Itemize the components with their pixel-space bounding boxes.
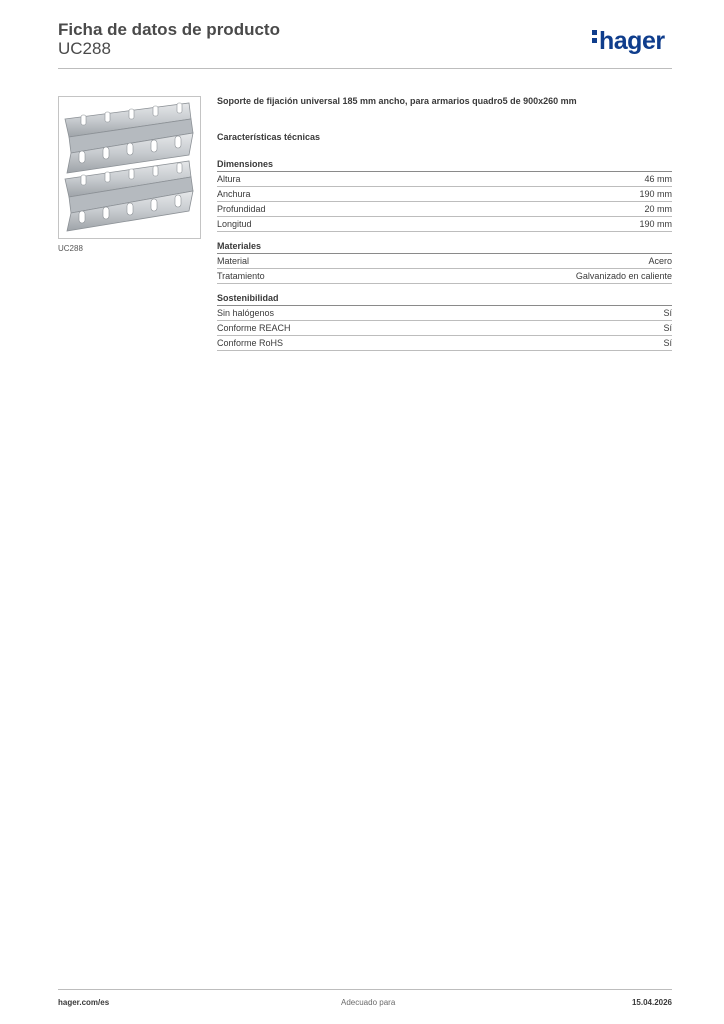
table-row [217, 306, 672, 321]
group-materials [217, 241, 672, 284]
table-row [217, 172, 672, 187]
footer-suitable-for: Adecuado para [341, 998, 396, 1007]
row-label: Profundidad [217, 204, 266, 214]
group-dimensions [217, 159, 672, 232]
footer-divider [58, 989, 672, 990]
table-row [217, 336, 672, 351]
row-value: Sí [663, 338, 672, 348]
table-row [217, 217, 672, 232]
section-title: Características técnicas [217, 132, 321, 142]
row-label: Conforme RoHS [217, 338, 284, 348]
row-label: Altura [217, 174, 241, 184]
mounting-rail-icon [59, 97, 200, 238]
table-row [217, 321, 672, 336]
product-code: UC288 [58, 39, 111, 58]
row-label: Sin halógenos [217, 308, 275, 318]
table-row [217, 254, 672, 269]
row-value: 46 mm [644, 174, 672, 184]
group-sustainability [217, 293, 672, 351]
row-value: Acero [648, 256, 672, 266]
row-label: Anchura [217, 189, 251, 199]
row-value: 190 mm [639, 219, 672, 229]
product-details [217, 96, 672, 360]
table-row [217, 202, 672, 217]
logo-text: hager [599, 27, 665, 55]
product-description: Soporte de fijación universal 185 mm ancho, para armarios quadro5 de 900x260 mm [217, 96, 577, 106]
footer-date: 15.04.2026 [631, 998, 672, 1007]
row-value: Galvanizado en caliente [575, 271, 672, 281]
row-value: 20 mm [644, 204, 672, 214]
page-title: Ficha de datos de producto [58, 20, 280, 39]
product-image [58, 96, 201, 239]
group-title: Dimensiones [217, 159, 672, 172]
row-label: Longitud [217, 219, 252, 229]
hager-logo [592, 27, 665, 56]
row-value: 190 mm [639, 189, 672, 199]
row-value: Sí [663, 308, 672, 318]
header-divider [58, 68, 672, 69]
image-caption: UC288 [58, 244, 83, 253]
footer-website-link[interactable]: hager.com/es [58, 998, 110, 1007]
table-row [217, 187, 672, 202]
row-label: Tratamiento [217, 271, 265, 281]
table-row [217, 269, 672, 284]
group-title: Sostenibilidad [217, 293, 672, 306]
logo-dots-icon [592, 27, 598, 46]
group-title: Materiales [217, 241, 672, 254]
row-label: Material [217, 256, 250, 266]
row-value: Sí [663, 323, 672, 333]
row-label: Conforme REACH [217, 323, 291, 333]
